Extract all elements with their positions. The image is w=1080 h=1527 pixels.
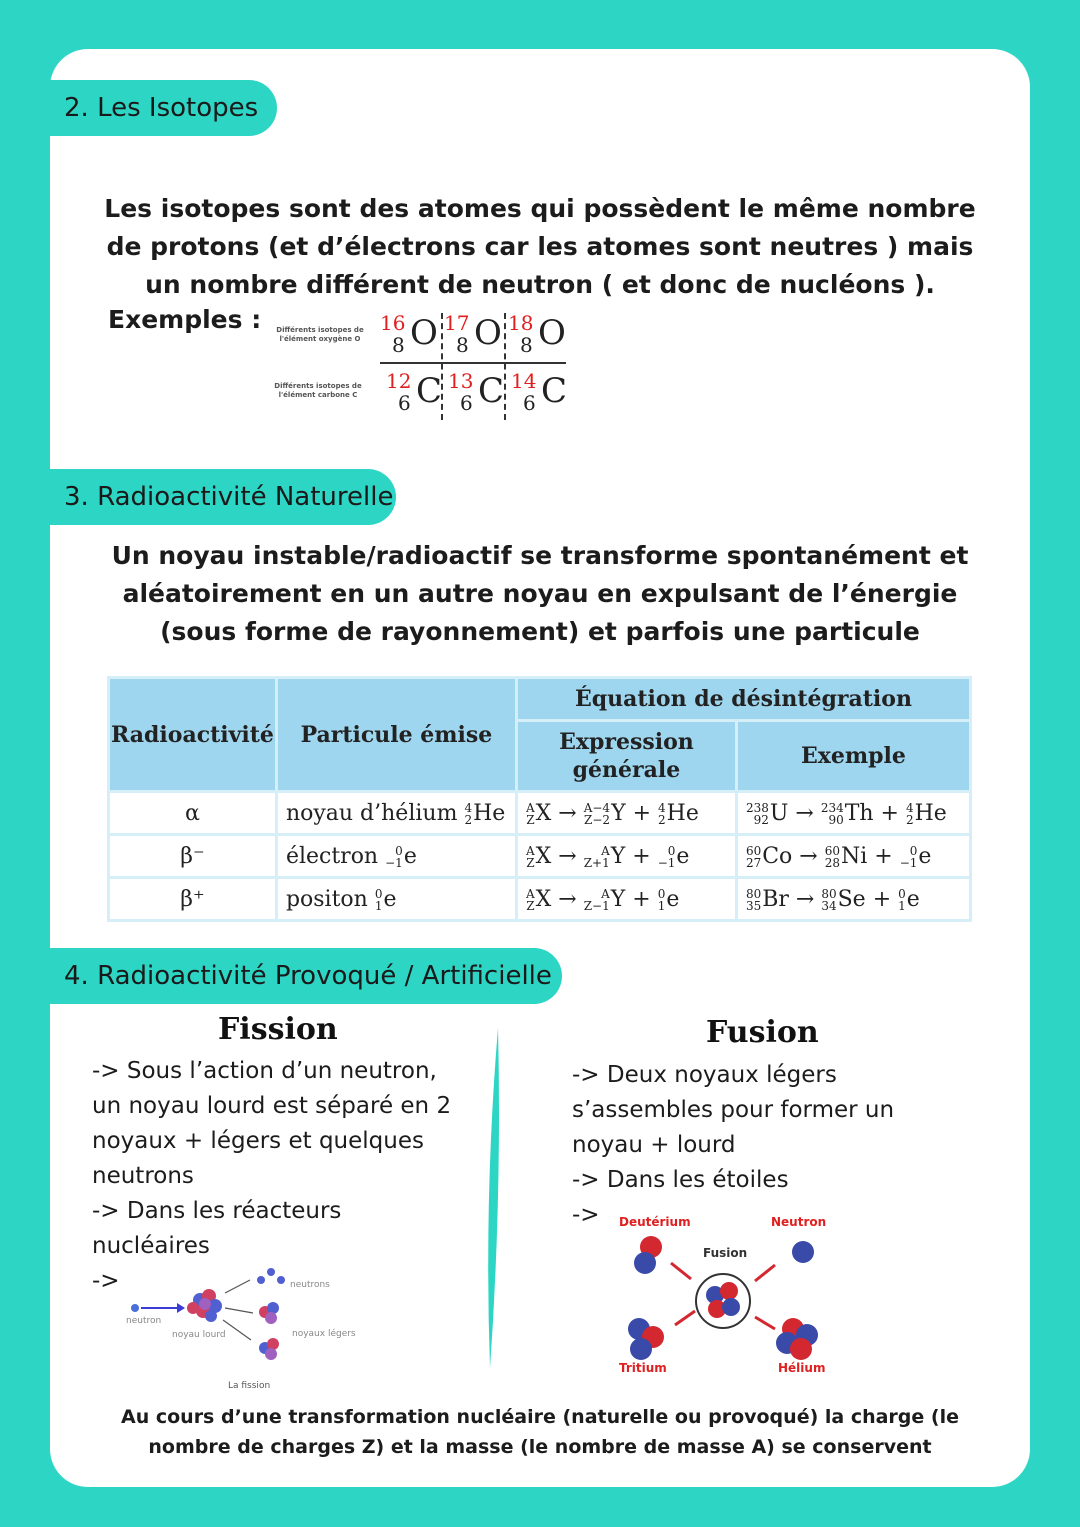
fission-label-legers: noyaux légers <box>292 1329 356 1339</box>
cell-particle: noyau d’hélium 4 2 He <box>276 792 516 835</box>
section-2-title: 2. Les Isotopes <box>64 93 259 123</box>
isotopes-definition: Les isotopes sont des atomes qui possèdent le même nombre de protons (et d’électrons car les atomes sont neutres ) mais un nombre différent de neutron ( et donc de nucléons ). <box>104 194 976 299</box>
section-2-header <box>50 80 277 136</box>
isotope-c14: 14 6 C <box>511 369 568 415</box>
table-row <box>109 835 971 878</box>
cell-radio: β⁺ <box>109 878 277 921</box>
radioactivity-definition: Un noyau instable/radioactif se transforme spontanément et aléatoirement en un autre noyau en expulsant de l’énergie (sous forme de rayonnement) et parfois une particule <box>111 541 969 646</box>
carbon-caption: Différents isotopes de l'élément carbone C <box>274 382 362 399</box>
header-radioactivite: Radioactivité <box>109 678 277 792</box>
fusion-label-deuterium: Deutérium <box>619 1215 691 1229</box>
cell-example: 60 27 Co → 60 28 Ni + 0 −1 e <box>736 835 970 878</box>
cell-expression: A Z X → A Z+1 Y + 0 −1 e <box>516 835 736 878</box>
cell-particle: électron 0 −1 e <box>276 835 516 878</box>
section-4-title: 4. Radioactivité Provoqué / Artificielle <box>64 961 552 991</box>
cell-radio: β⁻ <box>109 835 277 878</box>
cell-expression: A Z X → A−4 Z−2 Y + 4 2 He <box>516 792 736 835</box>
header-exemple: Exemple <box>736 721 970 792</box>
header-particule: Particule émise <box>276 678 516 792</box>
fission-text: -> Sous l’action d’un neutron, un noyau lourd est séparé en 2 noyaux + légers et quelques neutrons -> Dans les réacteurs nucléaires -> <box>92 1058 452 1294</box>
fission-label-neutrons: neutrons <box>290 1280 330 1290</box>
isotope-c12: 12 6 C <box>386 369 443 415</box>
fission-label-noyau: noyau lourd <box>172 1330 226 1340</box>
cell-expression: A Z X → A Z−1 Y + 0 1 e <box>516 878 736 921</box>
cell-radio: α <box>109 792 277 835</box>
cell-example: 80 35 Br → 80 34 Se + 0 1 e <box>736 878 970 921</box>
fission-label-neutron: neutron <box>126 1316 162 1326</box>
section-3-header <box>50 469 396 525</box>
table-row <box>109 878 971 921</box>
header-equation: Équation de désintégration <box>516 678 970 721</box>
isotope-c13: 13 6 C <box>448 369 505 415</box>
oxygen-caption: Différents isotopes de l'élément oxygène O <box>276 326 364 343</box>
cell-particle: positon 0 1 e <box>276 878 516 921</box>
cell-example: 238 92 U → 234 90 Th + 4 2 He <box>736 792 970 835</box>
examples-label: Exemples : <box>108 305 262 334</box>
fission-title: Fission <box>218 1012 338 1047</box>
column-divider <box>482 1026 506 1370</box>
table-row <box>109 792 971 835</box>
isotope-o16: 16 8 O <box>380 311 438 357</box>
decay-table <box>107 676 972 922</box>
fusion-title: Fusion <box>706 1015 819 1050</box>
fusion-label-fusion: Fusion <box>703 1246 748 1260</box>
isotope-o18: 18 8 O <box>508 311 566 357</box>
fusion-text: -> Deux noyaux légers s’assembles pour former un noyau + lourd -> Dans les étoiles -> <box>572 1062 895 1228</box>
fusion-label-helium: Hélium <box>778 1361 826 1375</box>
fusion-label-neutron: Neutron <box>771 1215 827 1229</box>
conservation-conclusion: Au cours d’une transformation nucléaire (naturelle ou provoqué) la charge (le nombre de charges Z) et la masse (le nombre de masse A) se conservent <box>121 1406 959 1458</box>
fusion-label-tritium: Tritium <box>619 1361 667 1375</box>
header-expression: Expression générale <box>516 721 736 792</box>
fission-caption: La fission <box>228 1381 271 1391</box>
isotope-o17: 17 8 O <box>444 311 502 357</box>
section-3-title: 3. Radioactivité Naturelle <box>64 482 394 512</box>
section-4-header <box>50 948 562 1004</box>
